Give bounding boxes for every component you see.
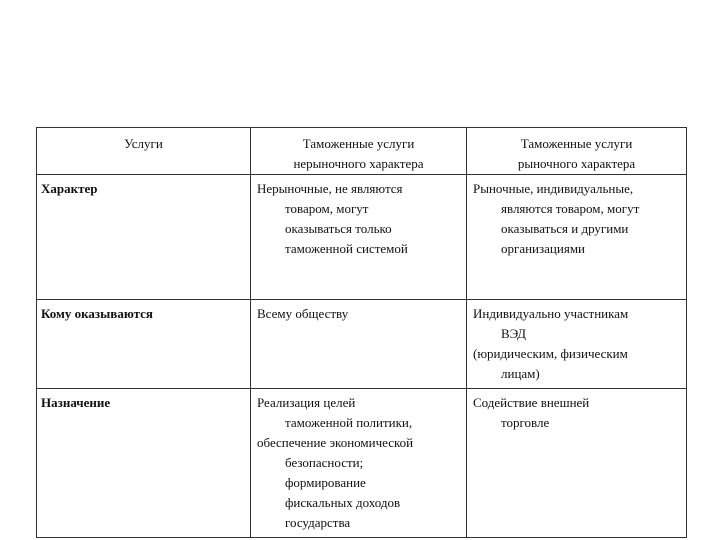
header-nonmarket-line: нерыночного характера — [293, 156, 424, 171]
cell-line: (юридическим, физическим — [473, 346, 628, 361]
cell-line: торговле — [501, 415, 550, 430]
market-cell — [467, 300, 687, 389]
header-market — [467, 128, 687, 175]
row-label: Характер — [37, 175, 251, 300]
cell-line: товаром, могут — [285, 201, 369, 216]
header-market-line: Таможенные услуги — [520, 136, 633, 151]
row-label: Назначение — [37, 389, 251, 538]
cell-line: ВЭД — [501, 326, 527, 341]
cell-line: формирование — [285, 475, 366, 490]
nonmarket-cell — [251, 175, 467, 300]
cell-line: таможенной системой — [285, 241, 408, 256]
cell-line: Реализация целей — [257, 395, 356, 410]
table-row — [37, 175, 687, 300]
market-cell — [467, 175, 687, 300]
row-label: Кому оказываются — [37, 300, 251, 389]
cell-line: являются товаром, могут — [501, 201, 640, 216]
market-cell — [467, 389, 687, 538]
nonmarket-cell — [251, 300, 467, 389]
cell-line: Индивидуально участникам — [473, 306, 629, 321]
header-nonmarket — [251, 128, 467, 175]
cell-line: оказываться и другими — [501, 221, 629, 236]
cell-line: организациями — [501, 241, 585, 256]
cell-line: обеспечение экономической — [257, 435, 414, 450]
cell-line: безопасности; — [285, 455, 364, 470]
cell-line: таможенной политики, — [285, 415, 413, 430]
cell-line: Содействие внешней — [473, 395, 590, 410]
header-market-line: рыночного характера — [517, 156, 636, 171]
cell-line: лицам) — [501, 366, 540, 381]
header-nonmarket-line: Таможенные услуги — [302, 136, 415, 151]
cell-line: Всему обществу — [257, 306, 349, 321]
table-row — [37, 300, 687, 389]
cell-line: Рыночные, индивидуальные, — [473, 181, 634, 196]
cell-line: государства — [285, 515, 351, 530]
header-services-label: Услуги — [124, 136, 163, 151]
cell-line: фискальных доходов — [285, 495, 401, 510]
table-row — [37, 389, 687, 538]
services-comparison-table — [36, 127, 687, 538]
nonmarket-cell — [251, 389, 467, 538]
cell-line: оказываться только — [285, 221, 392, 236]
table-header-row — [37, 128, 687, 175]
cell-line: Нерыночные, не являются — [257, 181, 403, 196]
header-services — [37, 128, 251, 175]
